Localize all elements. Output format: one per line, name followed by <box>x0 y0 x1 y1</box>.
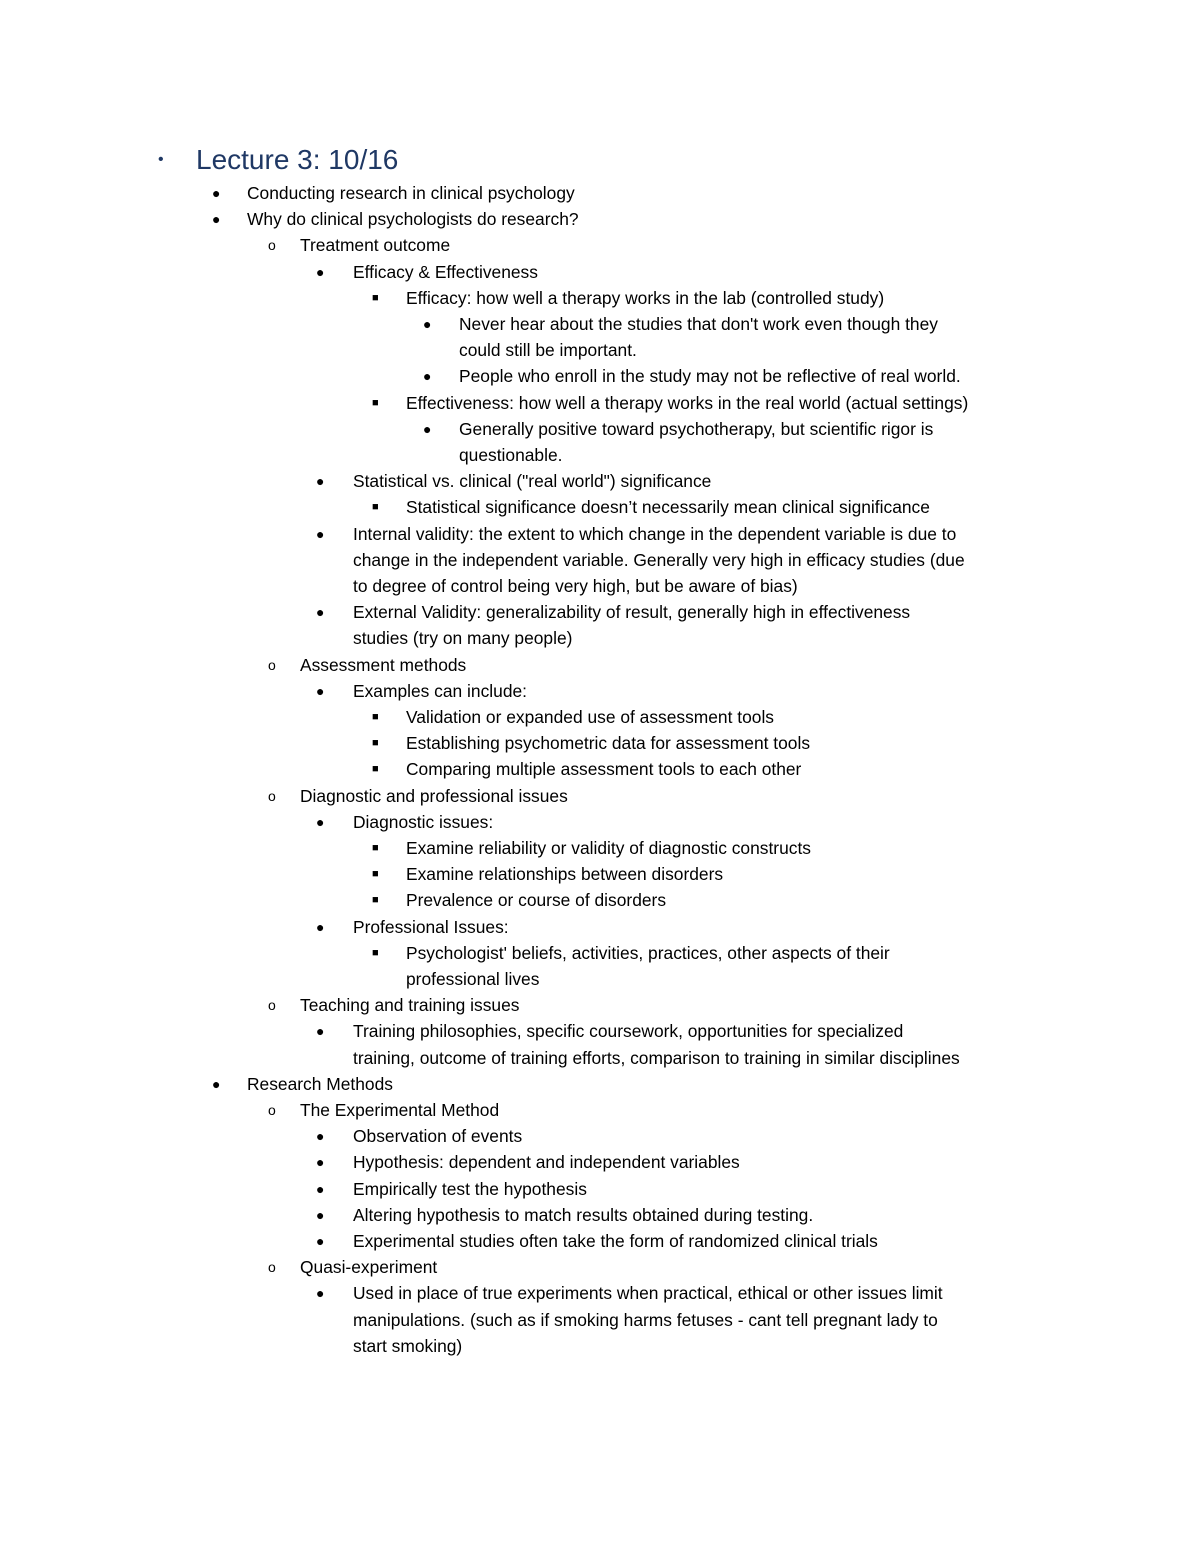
outline-line: could still be important. <box>459 340 637 361</box>
outline-line: Experimental studies often take the form of randomized clinical trials <box>353 1231 878 1251</box>
circle-bullet-icon: o <box>268 1102 276 1118</box>
square-bullet-icon: ■ <box>372 396 379 409</box>
outline-line: Diagnostic issues: <box>353 811 494 832</box>
outline-line: Establishing psychometric data for assessment tools <box>406 733 811 754</box>
square-bullet-icon: ■ <box>372 291 379 304</box>
disc-bullet-icon: ● <box>316 1180 325 1197</box>
outline-line: Efficacy: how well a therapy works in the lab (controlled study) <box>406 287 885 308</box>
outline-line: Comparing multiple assessment tools to each other <box>406 759 802 780</box>
outline-line: training, outcome of training efforts, comparison to training in similar disciplines <box>353 1047 960 1068</box>
outline-line: Examples can include: <box>353 680 527 701</box>
square-bullet-icon: ■ <box>372 894 379 907</box>
square-bullet-icon: ■ <box>372 946 379 959</box>
outline-line: The Experimental Method <box>300 1100 500 1120</box>
outline-line: Statistical significance doesn’t necessarily mean clinical significance <box>406 497 930 518</box>
disc-bullet-icon: ● <box>423 316 432 332</box>
outline-line: Quasi-experiment <box>300 1257 438 1278</box>
outline-line: Never hear about the studies that don't work even though they <box>459 314 938 334</box>
square-bullet-icon: ■ <box>372 501 379 514</box>
outline-line: Empirically test the hypothesis <box>353 1178 587 1199</box>
circle-bullet-icon: o <box>268 1259 276 1276</box>
circle-bullet-icon: o <box>268 997 276 1014</box>
outline-line: Generally positive toward psychotherapy, but scientific rigor is <box>459 418 934 439</box>
outline-line: Internal validity: the extent to which change in the dependent variable is due to <box>353 523 957 544</box>
outline-line: questionable. <box>459 445 563 465</box>
disc-bullet-icon: ● <box>316 813 325 830</box>
outline-line: Psychologist' beliefs, activities, practices, other aspects of their <box>406 942 890 963</box>
disc-bullet-icon: ● <box>316 1128 325 1145</box>
outline-line: People who enroll in the study may not be reflective of real world. <box>459 366 961 387</box>
outline-line: Validation or expanded use of assessment tools <box>406 707 775 727</box>
heading-bullet: • <box>158 151 164 168</box>
disc-bullet-icon: ● <box>316 1023 325 1040</box>
square-bullet-icon: ■ <box>372 842 379 854</box>
square-bullet-icon: ■ <box>372 737 379 750</box>
outline-line: External Validity: generalizability of result, generally high in effectiveness <box>353 602 911 623</box>
disc-bullet-icon: ● <box>212 1075 221 1092</box>
disc-bullet-icon: ● <box>212 211 221 228</box>
disc-bullet-icon: ● <box>316 263 325 280</box>
disc-bullet-icon: ● <box>316 525 325 542</box>
outline-line: professional lives <box>406 969 540 989</box>
outline-line: Hypothesis: dependent and independent variables <box>353 1152 740 1173</box>
circle-bullet-icon: o <box>268 237 276 254</box>
outline-line: Diagnostic and professional issues <box>300 785 568 806</box>
outline-line: Teaching and training issues <box>300 995 520 1016</box>
disc-bullet-icon: ● <box>316 1154 325 1171</box>
outline-line: start smoking) <box>353 1335 463 1356</box>
disc-bullet-icon: ● <box>316 473 325 490</box>
outline-line: Treatment outcome <box>300 235 451 256</box>
disc-bullet-icon: ● <box>316 682 325 699</box>
outline-line: Research Methods <box>247 1073 393 1094</box>
square-bullet-icon: ■ <box>372 868 379 881</box>
circle-bullet-icon: o <box>268 787 276 804</box>
disc-bullet-icon: ● <box>316 604 325 621</box>
square-bullet-icon: ■ <box>372 763 379 776</box>
disc-bullet-icon: ● <box>316 918 325 935</box>
outline-line: Examine relationships between disorders <box>406 864 724 885</box>
outline-line: Training philosophies, specific coursework, opportunities for specialized <box>353 1021 904 1042</box>
disc-bullet-icon: ● <box>316 1233 325 1249</box>
outline-line: Professional Issues: <box>353 916 509 937</box>
outline-line: Assessment methods <box>300 654 467 675</box>
disc-bullet-icon: ● <box>316 1206 325 1223</box>
disc-bullet-icon: ● <box>212 185 221 201</box>
outline-line: Efficacy & Effectiveness <box>353 261 538 282</box>
outline-line: Used in place of true experiments when practical, ethical or other issues limit <box>353 1283 943 1304</box>
outline-line: Why do clinical psychologists do research? <box>247 209 579 230</box>
outline-line: manipulations. (such as if smoking harms fetuses - cant tell pregnant lady to <box>353 1309 938 1330</box>
outline-line: to degree of control being very high, but be aware of bias) <box>353 576 798 596</box>
outline-line: Statistical vs. clinical ("real world") significance <box>353 471 712 492</box>
outline-line: Prevalence or course of disorders <box>406 890 667 911</box>
outline-line: Altering hypothesis to match results obtained during testing. <box>353 1204 814 1225</box>
outline-line: change in the independent variable. Generally very high in efficacy studies (due <box>353 549 965 570</box>
disc-bullet-icon: ● <box>423 368 432 385</box>
square-bullet-icon: ■ <box>372 711 379 723</box>
outline-line: studies (try on many people) <box>353 628 573 649</box>
outline-line: Examine reliability or validity of diagnostic constructs <box>406 838 811 858</box>
outline-line: Effectiveness: how well a therapy works in the real world (actual settings) <box>406 392 969 413</box>
circle-bullet-icon: o <box>268 656 276 673</box>
outline-line: Observation of events <box>353 1126 523 1147</box>
outline-line: Conducting research in clinical psychology <box>247 183 575 203</box>
lecture-heading: Lecture 3: 10/16 <box>196 144 399 175</box>
disc-bullet-icon: ● <box>423 420 432 437</box>
disc-bullet-icon: ● <box>316 1285 325 1302</box>
